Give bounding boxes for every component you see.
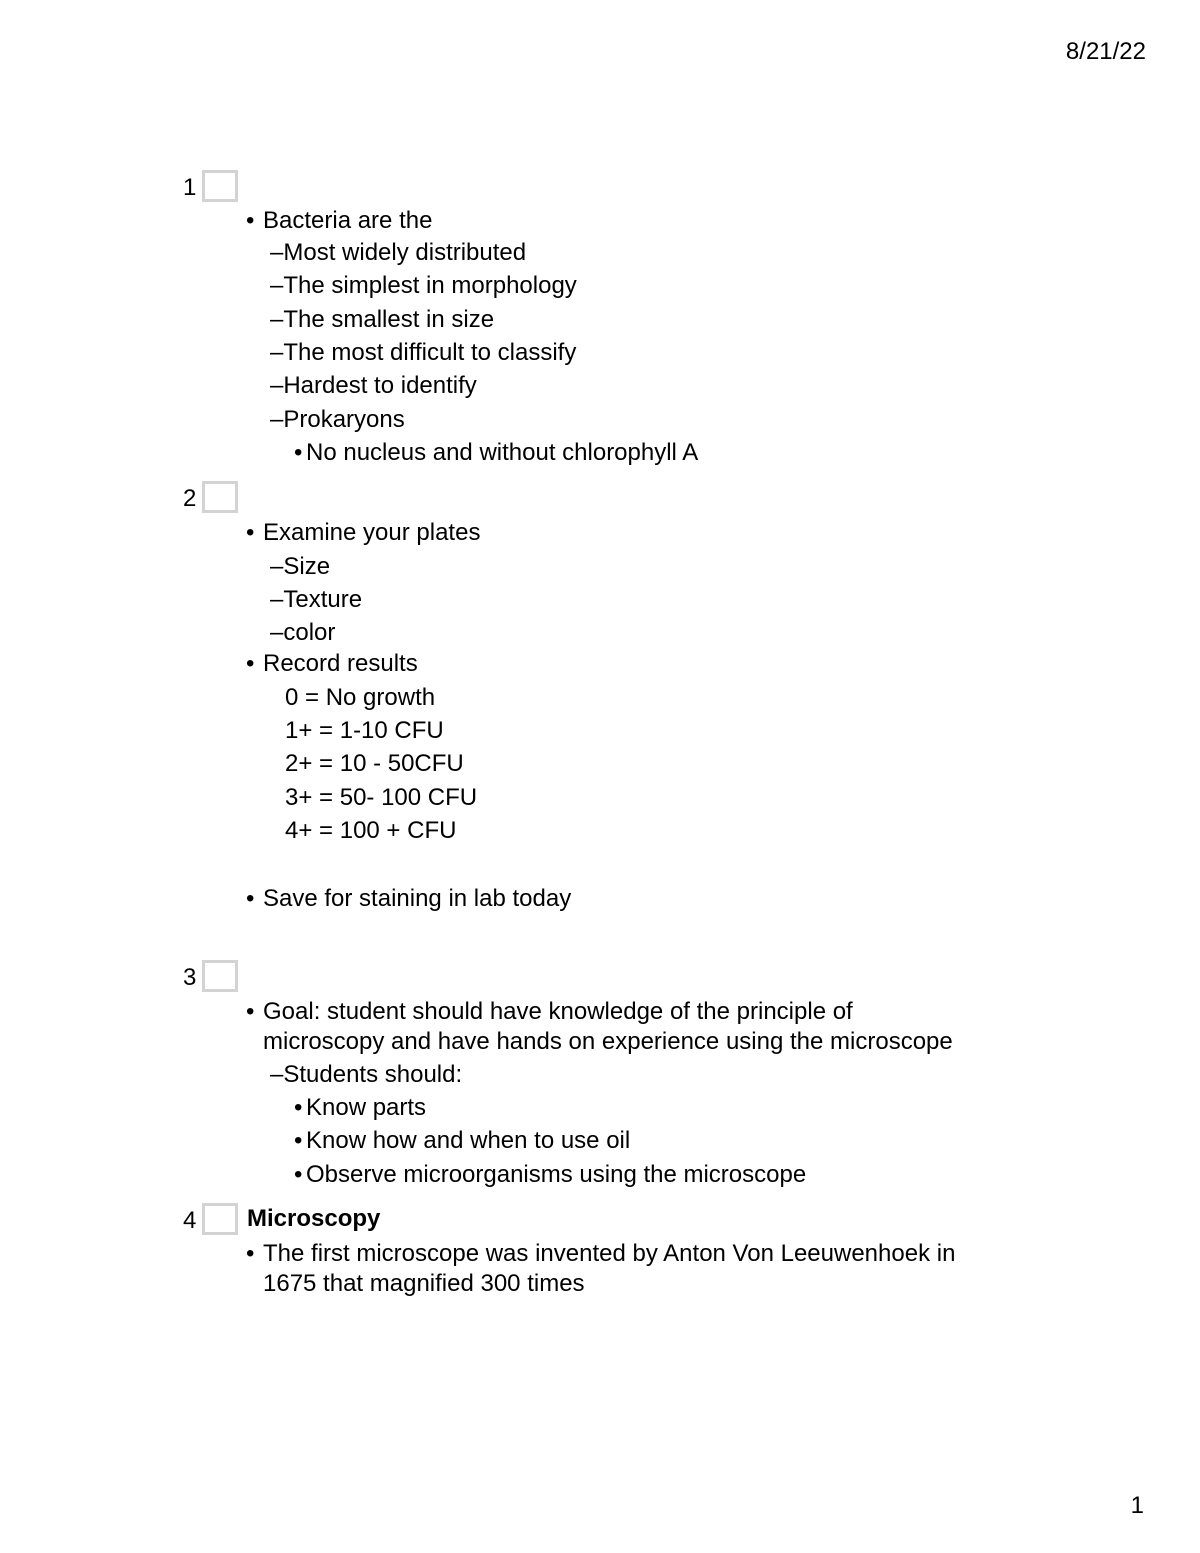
sub-bullet-item: –Prokaryons	[270, 406, 405, 433]
sub-sub-bullet-item: • Observe microorganisms using the microscope	[294, 1161, 807, 1188]
sub-bullet-item: –Students should:	[270, 1061, 463, 1088]
slide-number: 4	[183, 1207, 197, 1234]
sub-bullet-item: –The smallest in size	[270, 306, 495, 333]
sub-bullet-item: –Size	[270, 553, 331, 580]
sub-bullet-item: –The simplest in morphology	[270, 272, 577, 299]
sub-bullet-item: –Texture	[270, 586, 363, 613]
slide-number: 1	[183, 174, 197, 201]
slide-number: 2	[183, 485, 197, 512]
bullet-item: • Bacteria are the	[246, 207, 433, 234]
page-number: 1	[1130, 1492, 1144, 1519]
slide-thumbnail[interactable]	[202, 481, 238, 513]
bullet-item: • Goal: student should have knowledge of the principle of	[246, 998, 853, 1025]
bullet-item: • Record results	[246, 650, 418, 677]
slide-title: Microscopy	[247, 1205, 381, 1232]
slide-thumbnail[interactable]	[202, 170, 238, 202]
bullet-item: • Save for staining in lab today	[246, 885, 572, 912]
sub-bullet-item: –The most difficult to classify	[270, 339, 577, 366]
bullet-item: • Examine your plates	[246, 519, 481, 546]
bullet-item-continuation: 1675 that magnified 300 times	[263, 1270, 585, 1297]
sub-sub-bullet-item: • No nucleus and without chlorophyll A	[294, 439, 699, 466]
sub-sub-bullet-item: • Know parts	[294, 1094, 427, 1121]
sub-bullet-item: –Most widely distributed	[270, 239, 527, 266]
bullet-item-continuation: microscopy and have hands on experience using the microscope	[263, 1028, 953, 1055]
result-line: 3+ = 50- 100 CFU	[285, 784, 478, 811]
bullet-item: • The first microscope was invented by Anton Von Leeuwenhoek in	[246, 1240, 956, 1267]
page-date: 8/21/22	[1065, 38, 1146, 65]
sub-sub-bullet-item: • Know how and when to use oil	[294, 1127, 631, 1154]
slide-thumbnail[interactable]	[202, 960, 238, 992]
result-line: 4+ = 100 + CFU	[285, 817, 457, 844]
result-line: 1+ = 1-10 CFU	[285, 717, 444, 744]
result-line: 0 = No growth	[285, 684, 436, 711]
sub-bullet-item: –Hardest to identify	[270, 372, 477, 399]
slide-number: 3	[183, 964, 197, 991]
result-line: 2+ = 10 - 50CFU	[285, 750, 464, 777]
slide-thumbnail[interactable]	[202, 1203, 238, 1235]
sub-bullet-item: –color	[270, 619, 336, 646]
